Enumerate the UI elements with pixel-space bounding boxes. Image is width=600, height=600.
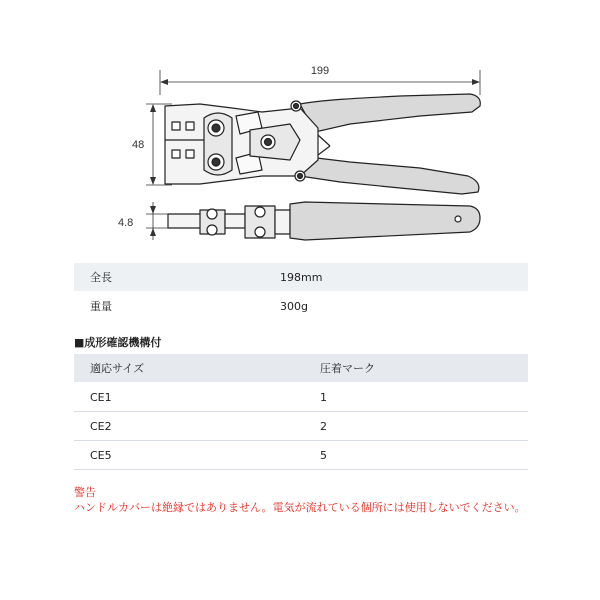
section-heading: ■成形確認機構付 [74,336,162,349]
table-header-row [74,354,528,383]
column-header: 圧着マーク [304,354,528,383]
table-row [74,412,528,441]
mark-cell: 1 [304,383,528,412]
tool-dimension-drawing [0,0,600,260]
size-cell: CE2 [74,412,304,441]
crimp-mark-table [74,354,528,470]
lower-handle [300,156,479,194]
length-dimension-label: 199 [310,65,330,77]
thickness-dimension [146,202,168,240]
warning-title: 警告 [74,486,96,499]
column-header: 適応サイズ [74,354,304,383]
thickness-dimension-label: 4.8 [118,217,134,229]
upper-handle [300,94,480,132]
spec-table [74,263,528,321]
tool-side-view [165,94,480,194]
table-row [74,441,528,470]
spec-value: 300g [264,292,528,321]
top-view-handle [290,202,480,240]
table-row [74,263,528,292]
size-cell: CE5 [74,441,304,470]
table-row [74,383,528,412]
size-cell: CE1 [74,383,304,412]
table-row [74,292,528,321]
tool-top-view [168,202,480,240]
warning-text: ハンドルカバーは絶縁ではありません。電気が流れている個所には使用しないでください。 [74,501,526,514]
spec-value: 198mm [264,263,528,292]
height-dimension-label: 48 [132,139,145,151]
spec-label: 全長 [74,263,264,292]
mark-cell: 5 [304,441,528,470]
mark-cell: 2 [304,412,528,441]
spec-label: 重量 [74,292,264,321]
